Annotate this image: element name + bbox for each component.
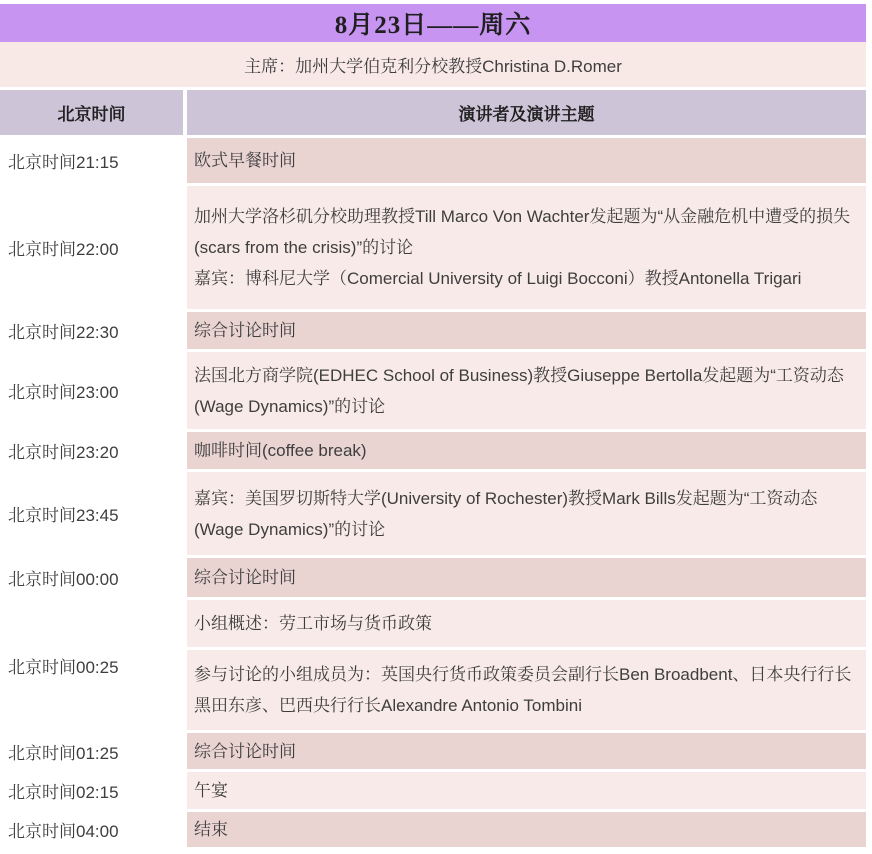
topic-cell: 法国北方商学院(EDHEC School of Business)教授Giuseppe Bertolla发起题为“工资动态(Wage Dynamics)”的讨论 (187, 352, 866, 432)
time-cell: 北京时间21:15 (0, 138, 187, 186)
time-cell: 北京时间22:00 (0, 186, 187, 312)
schedule-row-0000 (0, 558, 866, 600)
time-cell: 北京时间23:00 (0, 352, 187, 432)
topic-cell: 综合讨论时间 (187, 558, 866, 600)
topic-cell: 结束 (187, 812, 866, 850)
schedule-row-2230 (0, 312, 866, 352)
topic-cell: 午宴 (187, 772, 866, 812)
chair-row (0, 42, 866, 90)
topic-cell: 综合讨论时间 (187, 312, 866, 352)
time-cell: 北京时间01:25 (0, 733, 187, 772)
topic-cell: 嘉宾：美国罗切斯特大学(University of Rochester)教授Mark Bills发起题为“工资动态(Wage Dynamics)”的讨论 (187, 472, 866, 558)
title-row (0, 4, 866, 42)
topic-cell: 小组概述：劳工市场与货币政策 (187, 600, 866, 650)
schedule-row-2115 (0, 138, 866, 186)
column-header-row (0, 90, 866, 138)
schedule-row-2300 (0, 352, 866, 432)
schedule-row-0215 (0, 772, 866, 812)
time-cell: 北京时间02:15 (0, 772, 187, 812)
time-cell: 北京时间00:00 (0, 558, 187, 600)
schedule-row-0025 (0, 600, 866, 650)
time-cell: 北京时间23:45 (0, 472, 187, 558)
topic-cell: 欧式早餐时间 (187, 138, 866, 186)
schedule-row-0400 (0, 812, 866, 850)
topic-cell: 咖啡时间(coffee break) (187, 432, 866, 472)
schedule-table (0, 4, 866, 850)
topic-paragraph: 加州大学洛杉矶分校助理教授Till Marco Von Wachter发起题为“从金融危机中遭受的损失(scars from the crisis)”的讨论 (194, 207, 851, 257)
topic-paragraph: 嘉宾：博科尼大学（Comercial University of Luigi Bocconi）教授Antonella Trigari (194, 269, 802, 288)
date-title: 8月23日——周六 (0, 4, 866, 42)
column-header-time: 北京时间 (0, 90, 187, 138)
schedule-row-2345 (0, 472, 866, 558)
chair-line: 主席：加州大学伯克利分校教授Christina D.Romer (0, 42, 866, 90)
column-header-topic: 演讲者及演讲主题 (187, 90, 866, 138)
time-cell: 北京时间04:00 (0, 812, 187, 850)
time-cell: 北京时间23:20 (0, 432, 187, 472)
topic-cell: 参与讨论的小组成员为：英国央行货币政策委员会副行长Ben Broadbent、日本央行行长黑田东彦、巴西央行行长Alexandre Antonio Tombini (187, 650, 866, 733)
time-cell: 北京时间00:25 (0, 600, 187, 733)
topic-cell: 综合讨论时间 (187, 733, 866, 772)
schedule-row-2200 (0, 186, 866, 312)
schedule-row-0125 (0, 733, 866, 772)
topic-cell (187, 186, 866, 312)
time-cell: 北京时间22:30 (0, 312, 187, 352)
schedule-row-2320 (0, 432, 866, 472)
